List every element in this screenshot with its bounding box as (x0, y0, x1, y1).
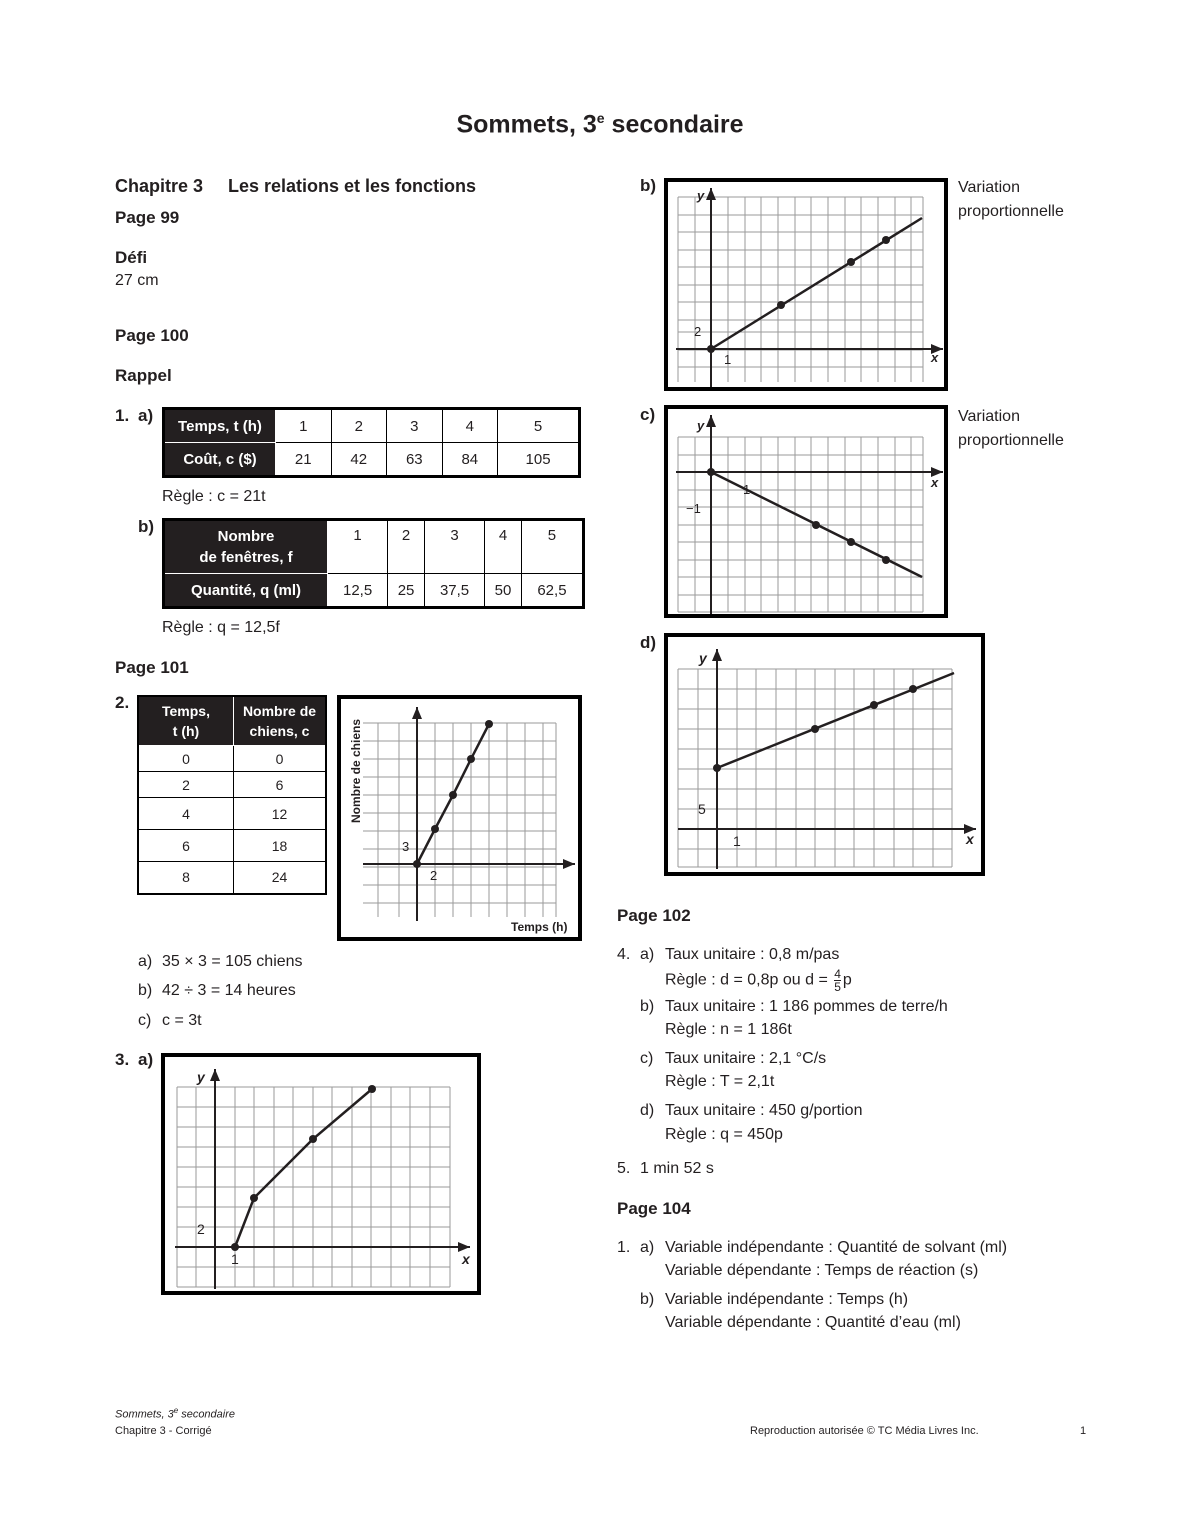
data-point (882, 556, 890, 564)
p104-q1b-independent: Variable indépendante : Temps (h) (665, 1291, 909, 1308)
table-header: Coût, c ($) (164, 443, 276, 477)
y-axis-label: Nombre de chiens (349, 718, 363, 823)
table-cell: 21 (276, 443, 332, 477)
q4b-rate: Taux unitaire : 1 186 pommes de terre/h (665, 998, 948, 1015)
y-arrow (712, 649, 722, 661)
data-point (713, 764, 721, 772)
graph-question-2 (337, 695, 582, 941)
data-point (413, 860, 421, 868)
table-header: Temps, t (h) (164, 409, 276, 443)
data-line (235, 1089, 372, 1247)
data-point (449, 791, 457, 799)
table-cell: 5 (498, 409, 580, 443)
table-header: Nombre de chiens, c (234, 696, 327, 746)
q2-answer-c-letter: c) (138, 1012, 152, 1029)
rappel-heading: Rappel (115, 366, 172, 385)
q4a-rule: Règle : d = 0,8p ou d = $\frac{4}{5}$ p (665, 967, 852, 994)
data-point (707, 345, 715, 353)
graph-c-note: Variation proportionnelle (958, 408, 1064, 449)
y-axis-label: y (699, 650, 707, 666)
table-cell: 4 (138, 798, 234, 830)
table-cell: 2 (331, 409, 387, 443)
table-1b (162, 518, 585, 609)
table-cell: 3 (424, 520, 484, 574)
q2-answer-c: c = 3t (162, 1012, 202, 1029)
table-header: Temps, t (h) (138, 696, 234, 746)
q4b-letter: b) (640, 998, 655, 1015)
x-arrow (563, 859, 575, 869)
y-arrow (706, 188, 716, 200)
question-2-number: 2. (115, 693, 130, 712)
question-1a-letter: a) (138, 406, 154, 425)
y-tick-label: 2 (694, 324, 702, 339)
data-point (707, 468, 715, 476)
question-3-number: 3. (115, 1050, 130, 1069)
table-cell: 50 (485, 574, 522, 608)
x-tick-label: 1 (733, 833, 741, 849)
rule-1a: Règle : c = 21t (162, 488, 266, 505)
x-tick-label: 1 (231, 1251, 239, 1267)
chapter-title: Les relations et les fonctions (228, 176, 477, 196)
grid (678, 197, 923, 382)
y-arrow (706, 415, 716, 427)
table-cell: 63 (387, 443, 443, 477)
footer-book-title: Sommets, 3e secondaire (115, 1406, 236, 1421)
x-tick-label: 2 (430, 868, 438, 883)
page-title: Sommets, 3e secondaire (456, 110, 744, 139)
graph-c (664, 405, 948, 618)
y-axis-label: y (697, 188, 705, 203)
axes (175, 1069, 470, 1289)
table-header: Nombre de fenêtres, f (164, 520, 328, 574)
graph-d-svg (668, 637, 989, 880)
table-cell: 2 (388, 520, 425, 574)
y-tick-label: −1 (686, 501, 701, 516)
q4a-rate: Taux unitaire : 0,8 m/pas (665, 946, 840, 963)
y-tick-label: 2 (197, 1221, 205, 1237)
page-100-heading: Page 100 (115, 326, 189, 345)
table-cell: 6 (234, 772, 327, 798)
q4b-rule: Règle : n = 1 186t (665, 1021, 792, 1038)
table-cell: 5 (521, 520, 583, 574)
defi-heading: Défi (115, 248, 148, 267)
q2-answer-a-letter: a) (138, 953, 153, 970)
table-cell: 4 (485, 520, 522, 574)
footer-page-number: 1 (1080, 1425, 1087, 1437)
x-axis-label: x (931, 350, 939, 365)
table-1a (162, 407, 581, 478)
data-point (777, 301, 785, 309)
data-line (711, 218, 922, 349)
graph-d (664, 633, 985, 876)
data-point (431, 825, 439, 833)
data-point (368, 1085, 376, 1093)
graph-b-note: Variation proportionnelle (958, 179, 1064, 220)
data-point (231, 1243, 239, 1251)
x-axis-label: x (966, 831, 974, 847)
data-point (909, 685, 917, 693)
question-4-number: 4. (617, 946, 631, 963)
p104-q1b-letter: b) (640, 1291, 655, 1308)
data-point (882, 236, 890, 244)
graph-c-svg (668, 409, 952, 622)
table-cell: 1 (328, 520, 388, 574)
x-axis-label: x (462, 1251, 470, 1267)
q4d-rule: Règle : q = 450p (665, 1126, 783, 1143)
page-99-heading: Page 99 (115, 208, 180, 227)
q4a-letter: a) (640, 946, 655, 963)
table-cell: 0 (138, 746, 234, 772)
graph-2-svg (341, 699, 586, 945)
data-point (812, 521, 820, 529)
table-2 (137, 695, 327, 895)
table-cell: 62,5 (521, 574, 583, 608)
table-cell: 3 (387, 409, 443, 443)
y-arrow (412, 707, 422, 719)
data-point (847, 258, 855, 266)
table-cell: 0 (234, 746, 327, 772)
page-101-heading: Page 101 (115, 658, 189, 677)
p104-q1a-letter: a) (640, 1239, 655, 1256)
fraction: $\frac{4}{5}$ (834, 967, 841, 994)
p104-q1a-independent: Variable indépendante : Quantité de solvant (ml) (665, 1239, 1008, 1256)
question-5-answer: 1 min 52 s (640, 1160, 714, 1177)
page-104-heading: Page 104 (617, 1199, 691, 1218)
grid (363, 723, 556, 917)
table-cell: 42 (331, 443, 387, 477)
x-axis-label: Temps (h) (511, 920, 568, 934)
table-cell: 84 (442, 443, 498, 477)
q2-answer-b: 42 ÷ 3 = 14 heures (162, 982, 296, 999)
graph-c-letter: c) (640, 405, 656, 424)
p104-q1a-dependent: Variable dépendante : Temps de réaction (s) (665, 1262, 979, 1279)
question-1-number: 1. (115, 406, 130, 425)
data-point (847, 538, 855, 546)
table-cell: 8 (138, 862, 234, 894)
q2-answer-b-letter: b) (138, 982, 153, 999)
x-axis-label: x (931, 475, 939, 490)
y-axis-label: y (197, 1069, 205, 1085)
graph-d-letter: d) (640, 633, 657, 652)
defi-answer: 27 cm (115, 272, 159, 289)
chapter-number: Chapitre 3 (115, 176, 204, 196)
table-cell: 24 (234, 862, 327, 894)
q4c-rate: Taux unitaire : 2,1 °C/s (665, 1050, 827, 1067)
graph-3a-svg (165, 1057, 485, 1299)
table-cell: 4 (442, 409, 498, 443)
x-tick-label: 1 (724, 352, 732, 367)
p104-question-1-number: 1. (617, 1239, 631, 1256)
table-cell: 37,5 (424, 574, 484, 608)
data-point (467, 755, 475, 763)
table-cell: 12,5 (328, 574, 388, 608)
grid (678, 437, 923, 612)
question-3a-letter: a) (138, 1050, 154, 1069)
question-1b-letter: b) (138, 517, 155, 536)
q4d-rate: Taux unitaire : 450 g/portion (665, 1102, 863, 1119)
table-cell: 6 (138, 830, 234, 862)
q4c-letter: c) (640, 1050, 654, 1067)
y-arrow (210, 1069, 220, 1081)
graph-b-svg (668, 182, 952, 395)
graph-b (664, 178, 948, 391)
data-point (250, 1194, 258, 1202)
table-cell: 105 (498, 443, 580, 477)
table-cell: 18 (234, 830, 327, 862)
data-point (811, 725, 819, 733)
grid (177, 1087, 450, 1287)
footer-rights: Reproduction autorisée © TC Média Livres Inc. (750, 1425, 979, 1437)
table-cell: 12 (234, 798, 327, 830)
data-point (870, 701, 878, 709)
footer-chapter: Chapitre 3 - Corrigé (115, 1425, 212, 1437)
table-cell: 2 (138, 772, 234, 798)
table-header: Quantité, q (ml) (164, 574, 328, 608)
y-tick-label: 5 (698, 801, 706, 817)
q4d-letter: d) (640, 1102, 655, 1119)
axes (676, 415, 943, 614)
table-cell: 25 (388, 574, 425, 608)
y-axis-label: y (697, 418, 705, 433)
page-102-heading: Page 102 (617, 906, 691, 925)
question-5-number: 5. (617, 1160, 631, 1177)
data-point (309, 1135, 317, 1143)
q4c-rule: Règle : T = 2,1t (665, 1073, 775, 1090)
rule-1b: Règle : q = 12,5f (162, 619, 280, 636)
p104-q1b-dependent: Variable dépendante : Quantité d’eau (ml) (665, 1314, 961, 1331)
table-cell: 1 (276, 409, 332, 443)
x-tick-label: 1 (743, 482, 751, 497)
data-point (485, 720, 493, 728)
q2-answer-a: 35 × 3 = 105 chiens (162, 953, 303, 970)
graph-question-3a (161, 1053, 481, 1295)
y-tick-label: 3 (402, 839, 410, 854)
graph-b-letter: b) (640, 176, 657, 195)
